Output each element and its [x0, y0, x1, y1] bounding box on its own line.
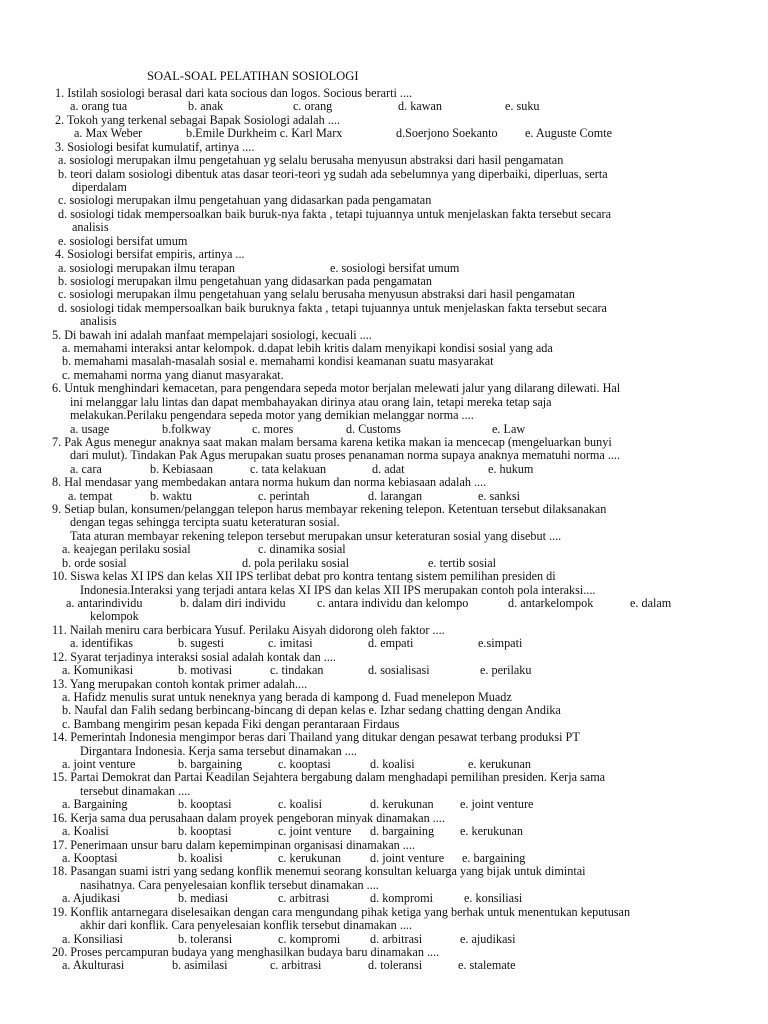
text-line: melakukan.Perilaku pengendara sepeda motor yang demikian melanggar norma ....: [70, 408, 474, 423]
text-line: c. sosiologi merupakan ilmu pengetahuan yang selalu berusaha menyusun abstraksi dari hasil pengamatan: [58, 287, 575, 302]
text-line: b. Kebiasaan: [150, 461, 213, 476]
text-line: b. mediasi: [178, 891, 229, 906]
text-line: d. koalisi: [370, 757, 415, 771]
text-line: d. kerukunan: [370, 797, 434, 812]
text-line: 9. Setiap bulan, konsumen/pelanggan telepon harus membayar rekening telepon. Ketentuan tersebut dilaksanakan: [52, 502, 607, 516]
text-line: e. kerukunan: [468, 757, 531, 771]
text-line: 5. Di bawah ini adalah manfaat mempelajari sosiologi, kecuali ....: [52, 327, 372, 342]
text-line: a. Komunikasi: [62, 663, 134, 678]
text-line: c. antara individu dan kelompo: [317, 596, 469, 610]
text-line: e. konsiliasi: [464, 891, 523, 906]
text-line: a. Konsiliasi: [62, 931, 123, 946]
text-line: d. sosialisasi: [368, 663, 430, 678]
text-line: e. ajudikasi: [460, 931, 516, 946]
text-line: analisis: [80, 314, 117, 329]
text-line: d. kompromi: [370, 891, 433, 906]
text-line: c. kooptasi: [278, 757, 331, 771]
text-line: e. sosiologi bersifat umum: [58, 233, 188, 248]
text-line: dengan tegas sehingga tercipta suatu keteraturan sosial.: [70, 515, 340, 530]
text-line: dari mulut). Tindakan Pak Agus merupakan suatu proses penanaman norma supaya anaknya mematuhi norma ....: [70, 448, 621, 463]
text-line: b. orde sosial: [62, 555, 127, 570]
text-line: a. usage: [70, 421, 110, 436]
text-line: a. Hafidz menulis surat untuk neneknya yang berada di kampong d. Fuad menelepon Muadz: [62, 689, 512, 704]
text-line: c. memahami norma yang dianut masyarakat.: [62, 367, 284, 382]
text-line: a. Max Weber: [74, 126, 143, 141]
text-line: b. koalisi: [178, 850, 223, 865]
text-line: e. kerukunan: [460, 824, 523, 839]
text-line: d.Soerjono Soekanto: [396, 126, 498, 141]
text-line: c. koalisi: [278, 797, 323, 812]
text-line: tersebut dinamakan ....: [80, 783, 191, 798]
text-line: a. sosiologi merupakan ilmu pengetahuan yg selalu berusaha menyusun abstraksi dari hasil pengamatan: [58, 153, 564, 168]
text-line: akhir dari konflik. Cara penyelesaian konflik tersebut dinamakan ....: [80, 918, 413, 932]
text-line: e.simpati: [478, 636, 523, 651]
text-line: b. Naufal dan Falih sedang berbincang-bincang di depan kelas e. Izhar sedang chatting dengan Andika: [62, 703, 561, 718]
text-line: b. sosiologi merupakan ilmu pengetahuan yang didasarkan pada pengamatan: [58, 273, 432, 288]
text-line: e. stalemate: [458, 958, 516, 973]
text-line: 10. Siswa kelas XI IPS dan kelas XII IPS terlibat debat pro kontra tentang sistem pemilihan presiden di: [52, 569, 556, 584]
text-line: 4. Sosiologi bersifat empiris, artinya ...: [55, 247, 245, 261]
text-line: d. Customs: [346, 421, 401, 436]
text-line: 2. Tokoh yang terkenal sebagai Bapak Sosiologi adalah ....: [55, 112, 340, 127]
text-line: c. sosiologi merupakan ilmu pengetahuan yang didasarkan pada pengamatan: [58, 193, 432, 208]
text-line: 7. Pak Agus menegur anaknya saat makan malam bersama karena ketika makan ia mencecap (mengeluarkan bunyi: [52, 434, 612, 449]
text-line: a. tempat: [68, 488, 113, 503]
text-line: 20. Proses percampuran budaya yang menghasilkan budaya baru dinamakan ....: [52, 944, 440, 959]
text-line: e. sanksi: [478, 488, 520, 503]
text-line: b.folkway: [162, 421, 212, 436]
text-line: d. bargaining: [370, 824, 435, 839]
text-line: e. Auguste Comte: [525, 126, 612, 141]
text-line: c. arbitrasi: [270, 958, 322, 973]
text-line: d. joint venture: [370, 850, 445, 865]
text-line: 3. Sosiologi besifat kumulatif, artinya ....: [55, 139, 255, 154]
text-line: 13. Yang merupakan contoh kontak primer adalah....: [52, 676, 308, 691]
text-line: ini melanggar lalu lintas dan dapat membahayakan dirinya atau orang lain, tetapi mereka tetap saja: [70, 394, 552, 409]
text-line: e. hukum: [488, 461, 534, 476]
text-line: 1. Istilah sosiologi berasal dari kata socious dan logos. Socious berarti ....: [55, 86, 413, 100]
text-line: d. antarkelompok: [508, 596, 594, 610]
text-line: c. imitasi: [268, 636, 313, 651]
text-line: b. memahami masalah-masalah sosial e. memahami kondisi keamanan suatu masyarakat: [62, 354, 494, 369]
text-line: 16. Kerja sama dua perusahaan dalam proyek pengeboran minyak dinamakan ....: [52, 810, 445, 825]
text-line: c. perintah: [258, 488, 310, 503]
text-line: 15. Partai Demokrat dan Partai Keadilan Sejahtera bergabung dalam menghadapi pemilihan presiden. Kerja sama: [52, 770, 606, 785]
text-line: Dirgantara Indonesia. Kerja sama tersebut dinamakan ....: [80, 743, 357, 758]
text-line: b. motivasi: [178, 663, 233, 678]
text-line: 17. Penerimaan unsur baru dalam kepemimpinan organisasi dinamakan ....: [52, 837, 415, 852]
text-line: c. kerukunan: [278, 850, 341, 865]
text-line: c. orang: [293, 99, 333, 114]
text-line: b. kooptasi: [178, 797, 232, 812]
text-line: b.Emile Durkheim c. Karl Marx: [186, 126, 343, 141]
text-line: d. sosiologi tidak mempersoalkan baik buruknya fakta , tetapi tujuannya untuk menjelaskan fakta tersebut secara: [58, 300, 607, 315]
text-line: e. perilaku: [480, 663, 532, 678]
text-line: a. joint venture: [62, 757, 136, 771]
text-line: a. Akulturasi: [62, 958, 125, 973]
text-line: a. memahami interaksi antar kelompok. d.dapat lebih kritis dalam menyikapi kondisi sosial yang ada: [62, 341, 553, 355]
text-line: b. bargaining: [178, 757, 243, 771]
text-line: a. keajegan perilaku sosial: [62, 542, 191, 557]
text-line: b. anak: [188, 99, 224, 114]
text-line: e. bargaining: [462, 850, 526, 865]
text-line: a. cara: [70, 461, 102, 476]
text-line: e. dalam: [630, 596, 672, 610]
text-line: e. tertib sosial: [428, 555, 497, 570]
text-line: c. kompromi: [278, 931, 341, 946]
text-line: c. dinamika sosial: [258, 542, 346, 557]
text-line: e. joint venture: [460, 797, 534, 812]
text-line: d. arbitrasi: [370, 931, 423, 946]
text-line: a. antarindividu: [66, 596, 143, 610]
text-line: a. Ajudikasi: [62, 891, 121, 906]
text-line: Indonesia.Interaksi yang terjadi antara kelas XI IPS dan kelas XII IPS merupakan contoh pola interaksi....: [80, 582, 596, 597]
text-line: b. teori dalam sosiologi dibentuk atas dasar teori-teori yg sudah ada sebelumnya yang diperbaiki, diperluas, serta: [58, 166, 608, 181]
text-line: d. sosiologi tidak mempersoalkan baik buruk-nya fakta , tetapi tujuannya untuk menjelaskan fakta tersebut secara: [58, 206, 612, 221]
text-line: c. tata kelakuan: [250, 461, 327, 476]
text-line: b. asimilasi: [172, 958, 228, 973]
text-line: d. kawan: [398, 99, 442, 114]
text-line: a. Kooptasi: [62, 850, 118, 865]
text-line: a. orang tua: [70, 99, 128, 114]
text-line: e. suku: [505, 99, 540, 114]
text-line: d. larangan: [368, 488, 423, 503]
text-line: a. identifikas: [70, 636, 133, 651]
text-line: nasihatnya. Cara penyelesaian konflik tersebut dinamakan ....: [80, 877, 379, 892]
text-line: c. mores: [252, 421, 294, 436]
text-line: b. kooptasi: [178, 824, 232, 839]
text-line: 11. Nailah meniru cara berbicara Yusuf. Perilaku Aisyah didorong oleh faktor ....: [52, 622, 445, 637]
text-line: d. pola perilaku sosial: [242, 555, 349, 570]
text-line: 18. Pasangan suami istri yang sedang konflik menemui seorang konsultan keluarga yang bijak untuk dimintai: [52, 864, 586, 879]
text-line: b. toleransi: [178, 931, 233, 946]
text-line: 19. Konflik antarnegara diselesaikan dengan cara mengundang pihak ketiga yang berhak untuk menentukan keputusan: [52, 904, 631, 919]
text-line: Tata aturan membayar rekening telepon tersebut merupakan unsur keteraturan sosial yang disebut ....: [70, 528, 562, 543]
text-line: c. joint venture: [278, 824, 352, 839]
text-line: c. arbitrasi: [278, 891, 330, 906]
text-line: a. sosiologi merupakan ilmu terapan: [58, 260, 236, 275]
text-line: a. Koalisi: [62, 824, 109, 839]
text-line: b. sugesti: [178, 636, 225, 651]
text-line: c. Bambang mengirim pesan kepada Fiki dengan perantaraan Firdaus: [62, 716, 400, 731]
text-line: 12. Syarat terjadinya interaksi sosial adalah kontak dan ....: [52, 649, 336, 664]
text-line: e. sosiologi bersifat umum: [330, 260, 460, 275]
text-line: d. empati: [368, 636, 414, 651]
text-line: a. Bargaining: [62, 797, 128, 812]
text-line: 8. Hal mendasar yang membedakan antara norma hukum dan norma kebiasaan adalah ....: [52, 475, 487, 490]
text-line: b. dalam diri individu: [180, 596, 286, 610]
text-line: 6. Untuk menghindari kemacetan, para pengendara sepeda motor berjalan melewati jalur yang dilarang dilewati. Hal: [52, 381, 621, 396]
page-title: SOAL-SOAL PELATIHAN SOSIOLOGI: [147, 69, 359, 83]
text-line: analisis: [72, 220, 109, 235]
text-line: d. toleransi: [368, 958, 423, 973]
text-line: diperdalam: [72, 179, 127, 194]
text-line: b. waktu: [150, 488, 192, 503]
text-line: c. tindakan: [270, 663, 324, 678]
text-line: 14. Pemerintah Indonesia mengimpor beras dari Thailand yang ditukar dengan pesawat terbang produksi PT: [52, 730, 580, 745]
text-line: e. Law: [492, 421, 526, 436]
text-line: d. adat: [372, 461, 405, 476]
text-line: kelompok: [90, 609, 139, 624]
